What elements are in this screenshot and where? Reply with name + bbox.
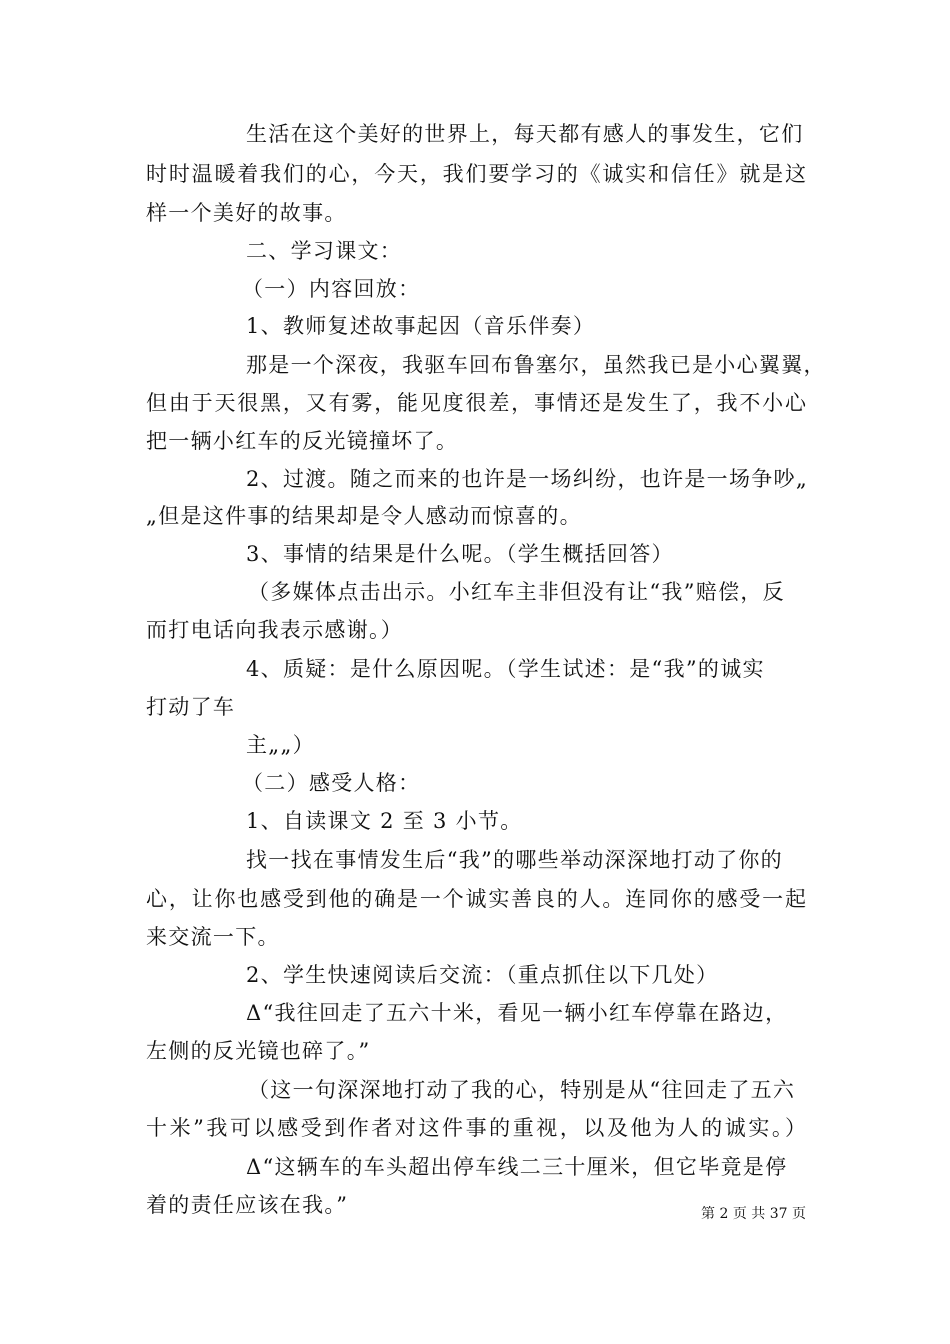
paragraph-line: 打动了车 (146, 695, 236, 719)
paragraph-line: 来交流一下。 (146, 925, 280, 949)
paragraph-line: 把一辆小红车的反光镜撞坏了。 (146, 429, 459, 453)
paragraph-line: 1、自读课文 2 至 3 小节。 (246, 809, 523, 833)
paragraph-line: 4、质疑：是什么原因呢。（学生试述：是“我”的诚实 (246, 657, 765, 681)
paragraph-line: （多媒体点击出示。小红车主非但没有让“我”赔偿，反 (248, 580, 785, 604)
paragraph-line: 时时温暖着我们的心，今天，我们要学习的《诚实和信任》就是这 (146, 162, 806, 186)
paragraph-line: 2、过渡。随之而来的也许是一场纠纷，也许是一场争吵„ (246, 467, 809, 491)
paragraph-line: 3、事情的结果是什么呢。（学生概括回答） (246, 542, 674, 566)
paragraph-line: 心，让你也感受到他的确是一个诚实善良的人。连同你的感受一起 (146, 887, 806, 911)
paragraph-line: 十米”我可以感受到作者对这件事的重视，以及他为人的诚实。） (146, 1116, 806, 1140)
subsection-heading: （二）感受人格： (242, 771, 421, 795)
paragraph-line: 样一个美好的故事。 (146, 201, 347, 225)
paragraph-line: „但是这件事的结果却是令人感动而惊喜的。 (146, 504, 582, 528)
paragraph-line: 主„„） (246, 733, 315, 757)
section-heading: 二、学习课文： (246, 239, 403, 263)
paragraph-line: （这一句深深地打动了我的心，特别是从“往回走了五六 (248, 1078, 796, 1102)
paragraph-line: 那是一个深夜，我驱车回布鲁塞尔，虽然我已是小心翼翼， (246, 353, 826, 377)
paragraph-line: 而打电话向我表示感谢。） (146, 618, 404, 642)
quote-line: 左侧的反光镜也碎了。” (146, 1039, 371, 1063)
page-number: 第 2 页 共 37 页 (701, 1206, 806, 1222)
subsection-heading: （一）内容回放： (242, 277, 421, 301)
quote-line: Δ“这辆车的车头超出停车线二三十厘米，但它毕竟是停 (246, 1155, 788, 1179)
quote-line: 着的责任应该在我。” (146, 1193, 349, 1217)
paragraph-line: 但由于天很黑，又有雾，能见度很差，事情还是发生了，我不小心 (146, 391, 806, 415)
paragraph-line: 2、学生快速阅读后交流：（重点抓住以下几处） (246, 963, 719, 987)
paragraph-line: 生活在这个美好的世界上，每天都有感人的事发生，它们 (246, 122, 804, 146)
paragraph-line: 1、教师复述故事起因（音乐伴奏） (246, 314, 596, 338)
quote-line: Δ“我往回走了五六十米，看见一辆小红车停靠在路边， (246, 1001, 788, 1025)
paragraph-line: 找一找在事情发生后“我”的哪些举动深深地打动了你的 (246, 848, 783, 872)
